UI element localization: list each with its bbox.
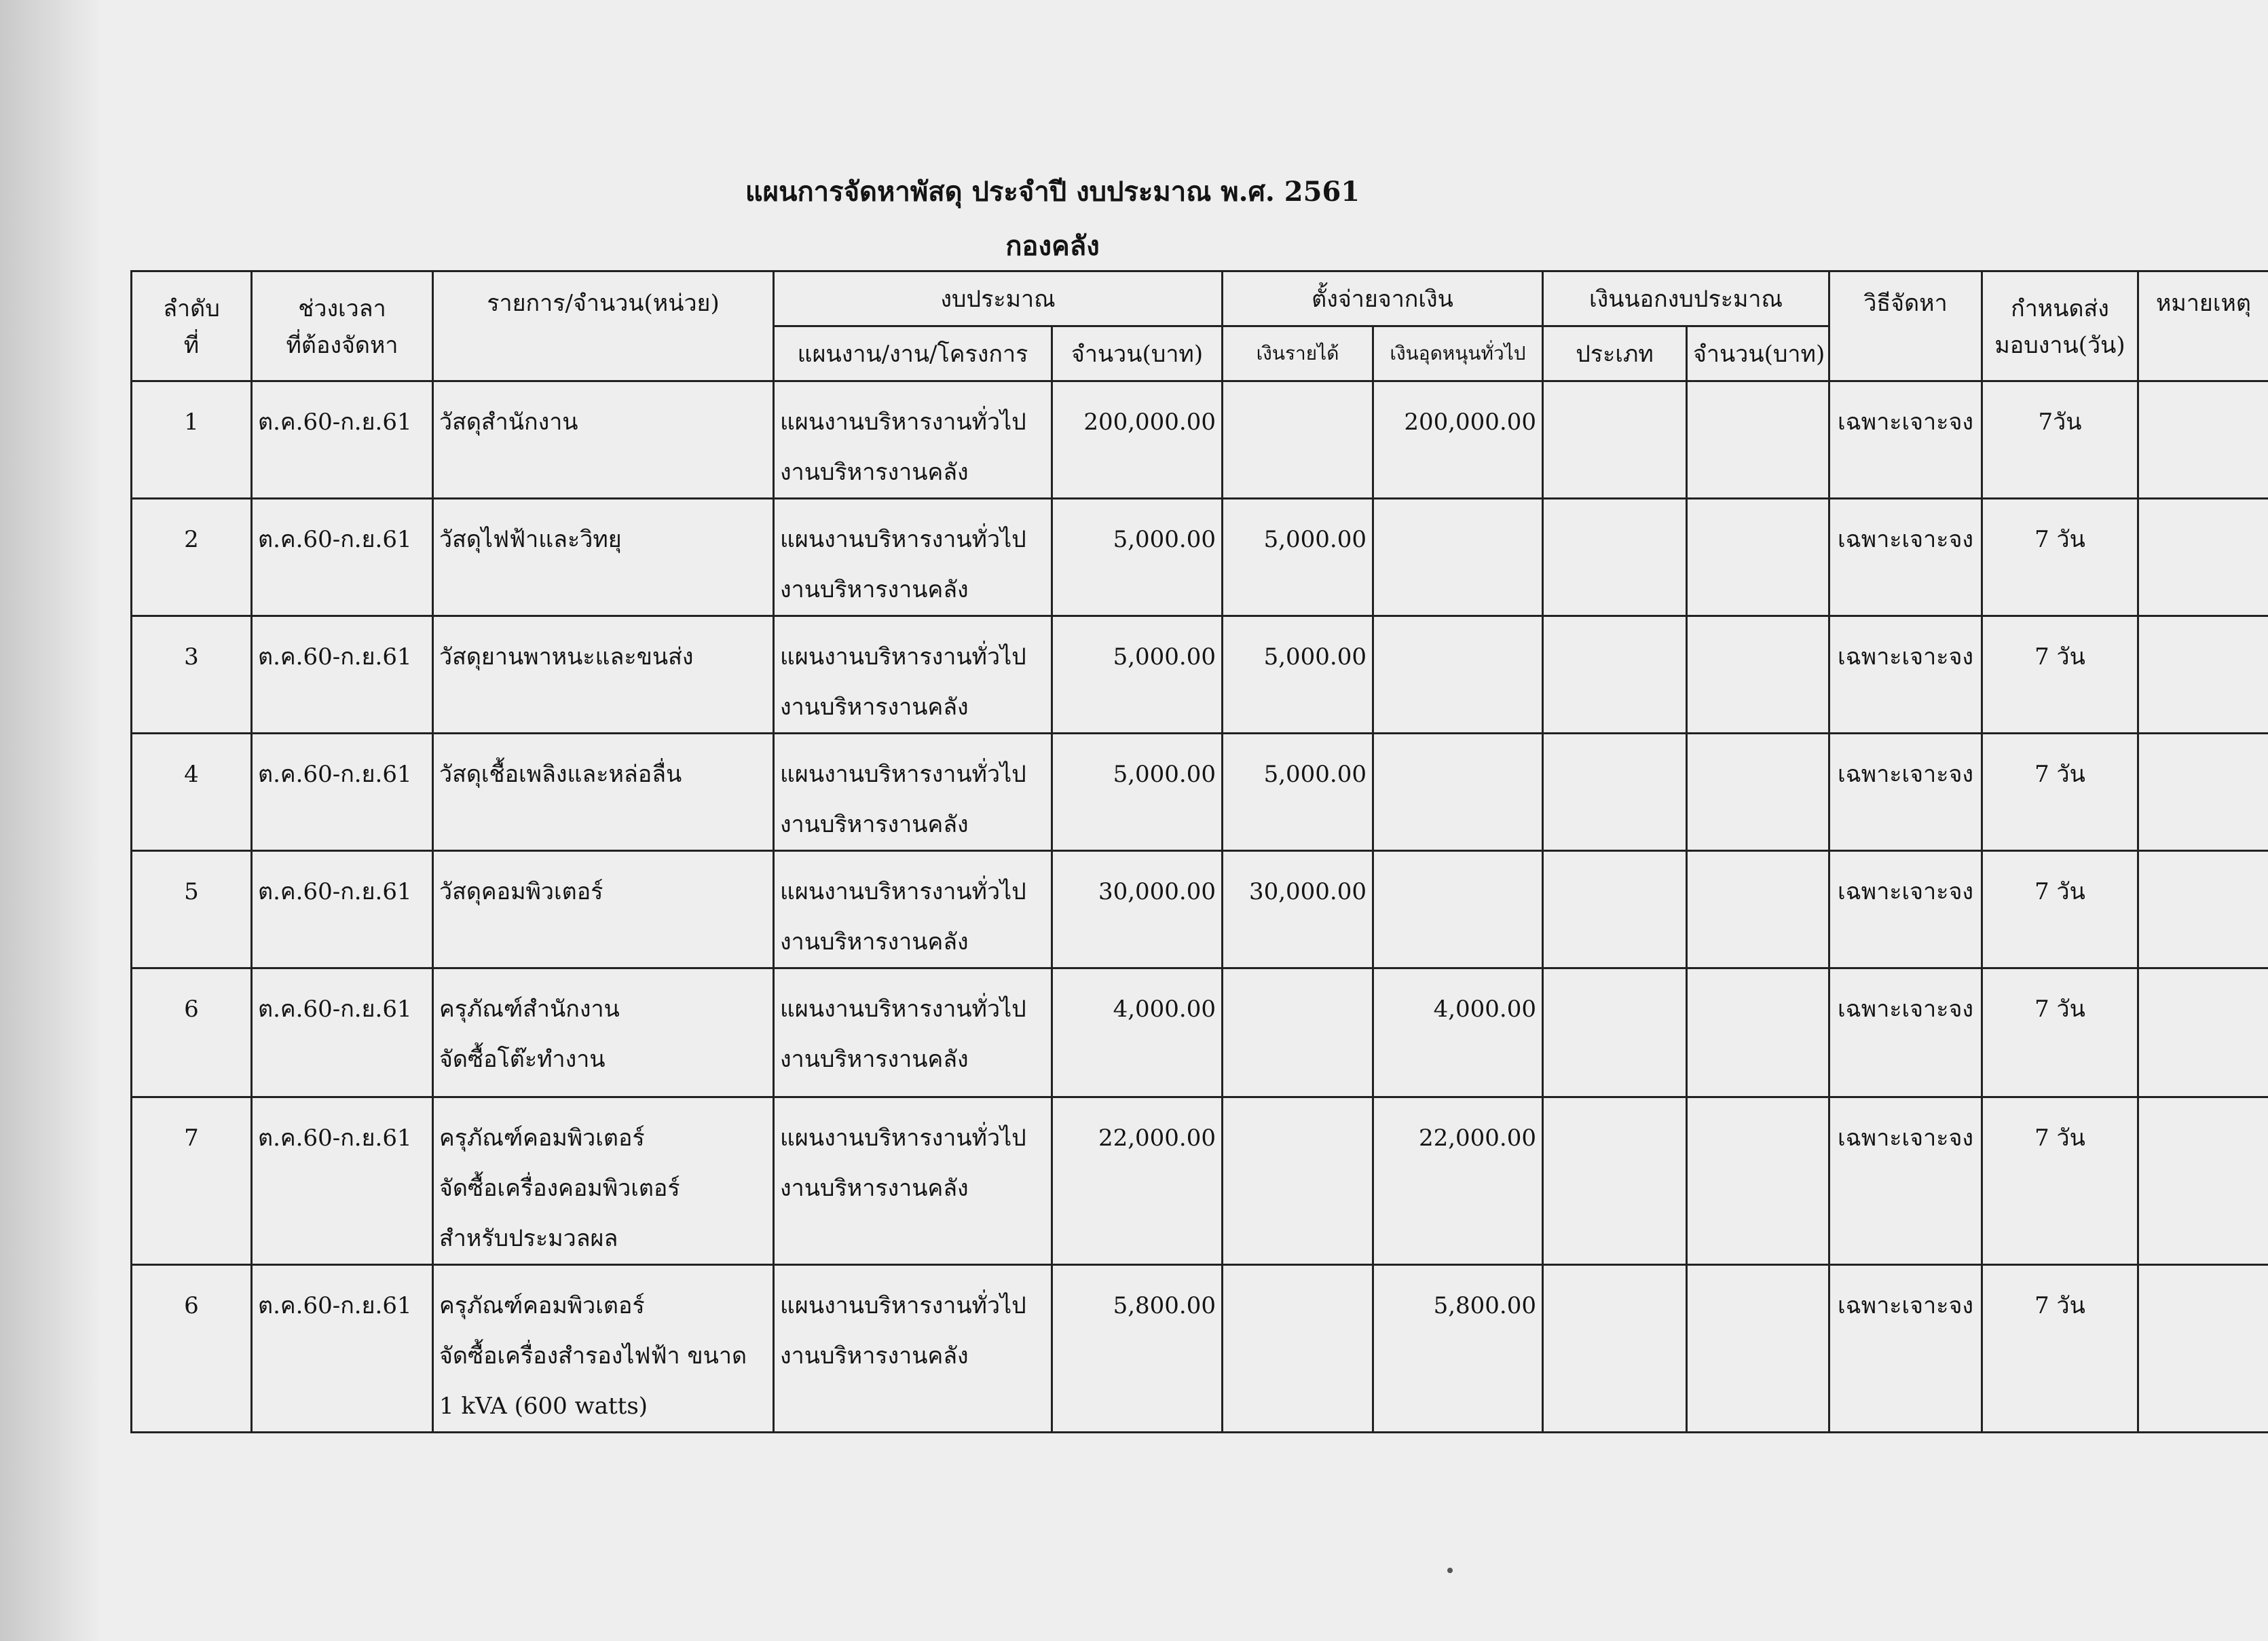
paper-speck <box>1447 1568 1453 1573</box>
table-row <box>132 381 2268 499</box>
row-plan-line: แผนงานบริหารงานทั่วไป <box>780 409 1026 436</box>
row-item <box>433 381 774 499</box>
row-item-line: ครุภัณฑ์คอมพิวเตอร์ <box>439 1292 645 1319</box>
row-income <box>1223 1265 1373 1433</box>
row-offbudget-type <box>1543 381 1687 499</box>
row-plan-line: แผนงานบริหารงานทั่วไป <box>780 761 1026 788</box>
row-offbudget-type <box>1543 616 1687 734</box>
row-period: ต.ค.60-ก.ย.61 <box>252 851 433 968</box>
row-item <box>433 851 774 968</box>
row-method: เฉพาะเจาะจง <box>1829 1265 1982 1433</box>
header-item: รายการ/จำนวน(หน่วย) <box>433 271 774 381</box>
row-offbudget-type <box>1543 851 1687 968</box>
row-item-line: วัสดุคอมพิวเตอร์ <box>439 878 603 905</box>
row-plan-line: แผนงานบริหารงานทั่วไป <box>780 1292 1026 1319</box>
row-plan <box>774 1097 1052 1265</box>
row-offbudget-type <box>1543 968 1687 1097</box>
row-plan-line: งานบริหารงานคลัง <box>780 928 969 956</box>
table-row <box>132 968 2268 1097</box>
row-no: 7 <box>132 1097 252 1265</box>
row-amount: 5,800.00 <box>1052 1265 1223 1433</box>
row-item-line: ครุภัณฑ์สำนักงาน <box>439 996 620 1023</box>
header-deadline <box>1982 271 2138 381</box>
row-no: 6 <box>132 968 252 1097</box>
row-item-line: จัดซื้อเครื่องคอมพิวเตอร์ <box>439 1175 680 1202</box>
header-funding: ตั้งจ่ายจากเงิน <box>1223 271 1543 326</box>
row-offbudget-amount <box>1687 1265 1829 1433</box>
row-amount: 30,000.00 <box>1052 851 1223 968</box>
row-income <box>1223 381 1373 499</box>
table-row <box>132 616 2268 734</box>
row-item <box>433 968 774 1097</box>
header-funding-income: เงินรายได้ <box>1223 326 1373 381</box>
row-deadline: 7 วัน <box>1982 968 2138 1097</box>
row-period: ต.ค.60-ก.ย.61 <box>252 616 433 734</box>
row-subsidy: 4,000.00 <box>1373 968 1543 1097</box>
row-income: 5,000.00 <box>1223 616 1373 734</box>
row-item <box>433 616 774 734</box>
row-plan-line: งานบริหารงานคลัง <box>780 576 969 603</box>
row-plan-line: แผนงานบริหารงานทั่วไป <box>780 1125 1026 1152</box>
row-subsidy: 200,000.00 <box>1373 381 1543 499</box>
row-period: ต.ค.60-ก.ย.61 <box>252 1097 433 1265</box>
row-subsidy: 22,000.00 <box>1373 1097 1543 1265</box>
header-budget-amount: จำนวน(บาท) <box>1052 326 1223 381</box>
row-method: เฉพาะเจาะจง <box>1829 616 1982 734</box>
row-deadline: 7 วัน <box>1982 499 2138 616</box>
header-no-line2: ที่ <box>183 331 200 359</box>
row-plan <box>774 734 1052 851</box>
row-item-line: ครุภัณฑ์คอมพิวเตอร์ <box>439 1125 645 1152</box>
row-no: 4 <box>132 734 252 851</box>
row-method: เฉพาะเจาะจง <box>1829 381 1982 499</box>
header-method: วิธีจัดหา <box>1829 271 1982 381</box>
row-plan-line: งานบริหารงานคลัง <box>780 694 969 721</box>
row-no: 2 <box>132 499 252 616</box>
row-deadline: 7 วัน <box>1982 734 2138 851</box>
row-no: 5 <box>132 851 252 968</box>
header-period <box>252 271 433 381</box>
row-offbudget-amount <box>1687 616 1829 734</box>
row-no: 1 <box>132 381 252 499</box>
table-row <box>132 499 2268 616</box>
row-plan <box>774 616 1052 734</box>
row-plan-line: แผนงานบริหารงานทั่วไป <box>780 996 1026 1023</box>
row-offbudget-amount <box>1687 968 1829 1097</box>
row-remarks <box>2138 851 2268 968</box>
row-offbudget-amount <box>1687 499 1829 616</box>
row-amount: 4,000.00 <box>1052 968 1223 1097</box>
row-remarks <box>2138 968 2268 1097</box>
row-period: ต.ค.60-ก.ย.61 <box>252 499 433 616</box>
row-item-line: สำหรับประมวลผล <box>439 1225 618 1252</box>
row-plan <box>774 381 1052 499</box>
row-income: 5,000.00 <box>1223 734 1373 851</box>
row-offbudget-amount <box>1687 734 1829 851</box>
row-income: 30,000.00 <box>1223 851 1373 968</box>
row-plan <box>774 1265 1052 1433</box>
row-deadline: 7 วัน <box>1982 1265 2138 1433</box>
row-no: 6 <box>132 1265 252 1433</box>
row-plan-line: งานบริหารงานคลัง <box>780 1046 969 1073</box>
header-period-line1: ช่วงเวลา <box>298 295 386 322</box>
row-income <box>1223 1097 1373 1265</box>
row-offbudget-amount <box>1687 381 1829 499</box>
row-item-line: วัสดุสำนักงาน <box>439 409 578 436</box>
row-item-line: จัดซื้อเครื่องสำรองไฟฟ้า ขนาด <box>439 1342 747 1370</box>
row-item-line: จัดซื้อโต๊ะทำงาน <box>439 1046 606 1073</box>
row-remarks <box>2138 499 2268 616</box>
row-subsidy <box>1373 734 1543 851</box>
header-offbudget: เงินนอกงบประมาณ <box>1543 271 1829 326</box>
row-subsidy <box>1373 499 1543 616</box>
row-subsidy: 5,800.00 <box>1373 1265 1543 1433</box>
row-amount: 5,000.00 <box>1052 616 1223 734</box>
row-period: ต.ค.60-ก.ย.61 <box>252 1265 433 1433</box>
row-plan <box>774 851 1052 968</box>
header-remarks: หมายเหตุ <box>2138 271 2268 381</box>
row-income: 5,000.00 <box>1223 499 1373 616</box>
row-item-line: 1 kVA (600 watts) <box>439 1393 648 1420</box>
row-item-line: วัสดุเชื้อเพลิงและหล่อลื่น <box>439 761 682 788</box>
row-offbudget-amount <box>1687 1097 1829 1265</box>
row-amount: 5,000.00 <box>1052 499 1223 616</box>
row-amount: 5,000.00 <box>1052 734 1223 851</box>
row-period: ต.ค.60-ก.ย.61 <box>252 734 433 851</box>
table-row <box>132 1265 2268 1433</box>
row-deadline: 7 วัน <box>1982 851 2138 968</box>
row-method: เฉพาะเจาะจง <box>1829 734 1982 851</box>
row-remarks <box>2138 1265 2268 1433</box>
row-method: เฉพาะเจาะจง <box>1829 851 1982 968</box>
document-title: แผนการจัดหาพัสดุ ประจำปี งบประมาณ พ.ศ. 2561 <box>745 176 1360 208</box>
row-plan-line: แผนงานบริหารงานทั่วไป <box>780 643 1026 671</box>
row-item-line: วัสดุไฟฟ้าและวิทยุ <box>439 526 622 553</box>
row-method: เฉพาะเจาะจง <box>1829 1097 1982 1265</box>
table-row <box>132 734 2268 851</box>
row-subsidy <box>1373 851 1543 968</box>
row-offbudget-type <box>1543 734 1687 851</box>
table-row <box>132 851 2268 968</box>
row-plan-line: แผนงานบริหารงานทั่วไป <box>780 526 1026 553</box>
row-offbudget-type <box>1543 1265 1687 1433</box>
header-budget: งบประมาณ <box>774 271 1223 326</box>
header-deadline-line1: กำหนดส่ง <box>2011 295 2109 322</box>
header-deadline-line2: มอบงาน(วัน) <box>1994 331 2125 359</box>
row-remarks <box>2138 1097 2268 1265</box>
row-deadline: 7วัน <box>1982 381 2138 499</box>
row-method: เฉพาะเจาะจง <box>1829 499 1982 616</box>
row-amount: 200,000.00 <box>1052 381 1223 499</box>
row-remarks <box>2138 616 2268 734</box>
header-period-line2: ที่ต้องจัดหา <box>286 331 398 359</box>
row-subsidy <box>1373 616 1543 734</box>
header-funding-subsidy: เงินอุดหนุนทั่วไป <box>1373 326 1543 381</box>
row-deadline: 7 วัน <box>1982 616 2138 734</box>
row-no: 3 <box>132 616 252 734</box>
row-plan-line: งานบริหารงานคลัง <box>780 1342 969 1370</box>
row-offbudget-type <box>1543 499 1687 616</box>
procurement-plan-table <box>130 270 2268 1433</box>
row-item <box>433 499 774 616</box>
header-no <box>132 271 252 381</box>
row-plan-line: งานบริหารงานคลัง <box>780 459 969 486</box>
header-offbudget-type: ประเภท <box>1543 326 1687 381</box>
row-offbudget-amount <box>1687 851 1829 968</box>
row-remarks <box>2138 734 2268 851</box>
row-income <box>1223 968 1373 1097</box>
row-item <box>433 734 774 851</box>
row-plan-line: งานบริหารงานคลัง <box>780 811 969 838</box>
row-item-line: วัสดุยานพาหนะและขนส่ง <box>439 643 694 671</box>
row-item <box>433 1097 774 1265</box>
row-method: เฉพาะเจาะจง <box>1829 968 1982 1097</box>
row-deadline: 7 วัน <box>1982 1097 2138 1265</box>
document-subtitle: กองคลัง <box>1005 230 1100 262</box>
row-plan-line: แผนงานบริหารงานทั่วไป <box>780 878 1026 905</box>
row-plan <box>774 968 1052 1097</box>
row-period: ต.ค.60-ก.ย.61 <box>252 968 433 1097</box>
row-period: ต.ค.60-ก.ย.61 <box>252 381 433 499</box>
row-remarks <box>2138 381 2268 499</box>
table-row <box>132 1097 2268 1265</box>
header-offbudget-amount: จำนวน(บาท) <box>1687 326 1829 381</box>
header-no-line1: ลำดับ <box>163 295 220 322</box>
row-item <box>433 1265 774 1433</box>
row-plan-line: งานบริหารงานคลัง <box>780 1175 969 1202</box>
row-offbudget-type <box>1543 1097 1687 1265</box>
row-amount: 22,000.00 <box>1052 1097 1223 1265</box>
row-plan <box>774 499 1052 616</box>
header-budget-plan: แผนงาน/งาน/โครงการ <box>774 326 1052 381</box>
